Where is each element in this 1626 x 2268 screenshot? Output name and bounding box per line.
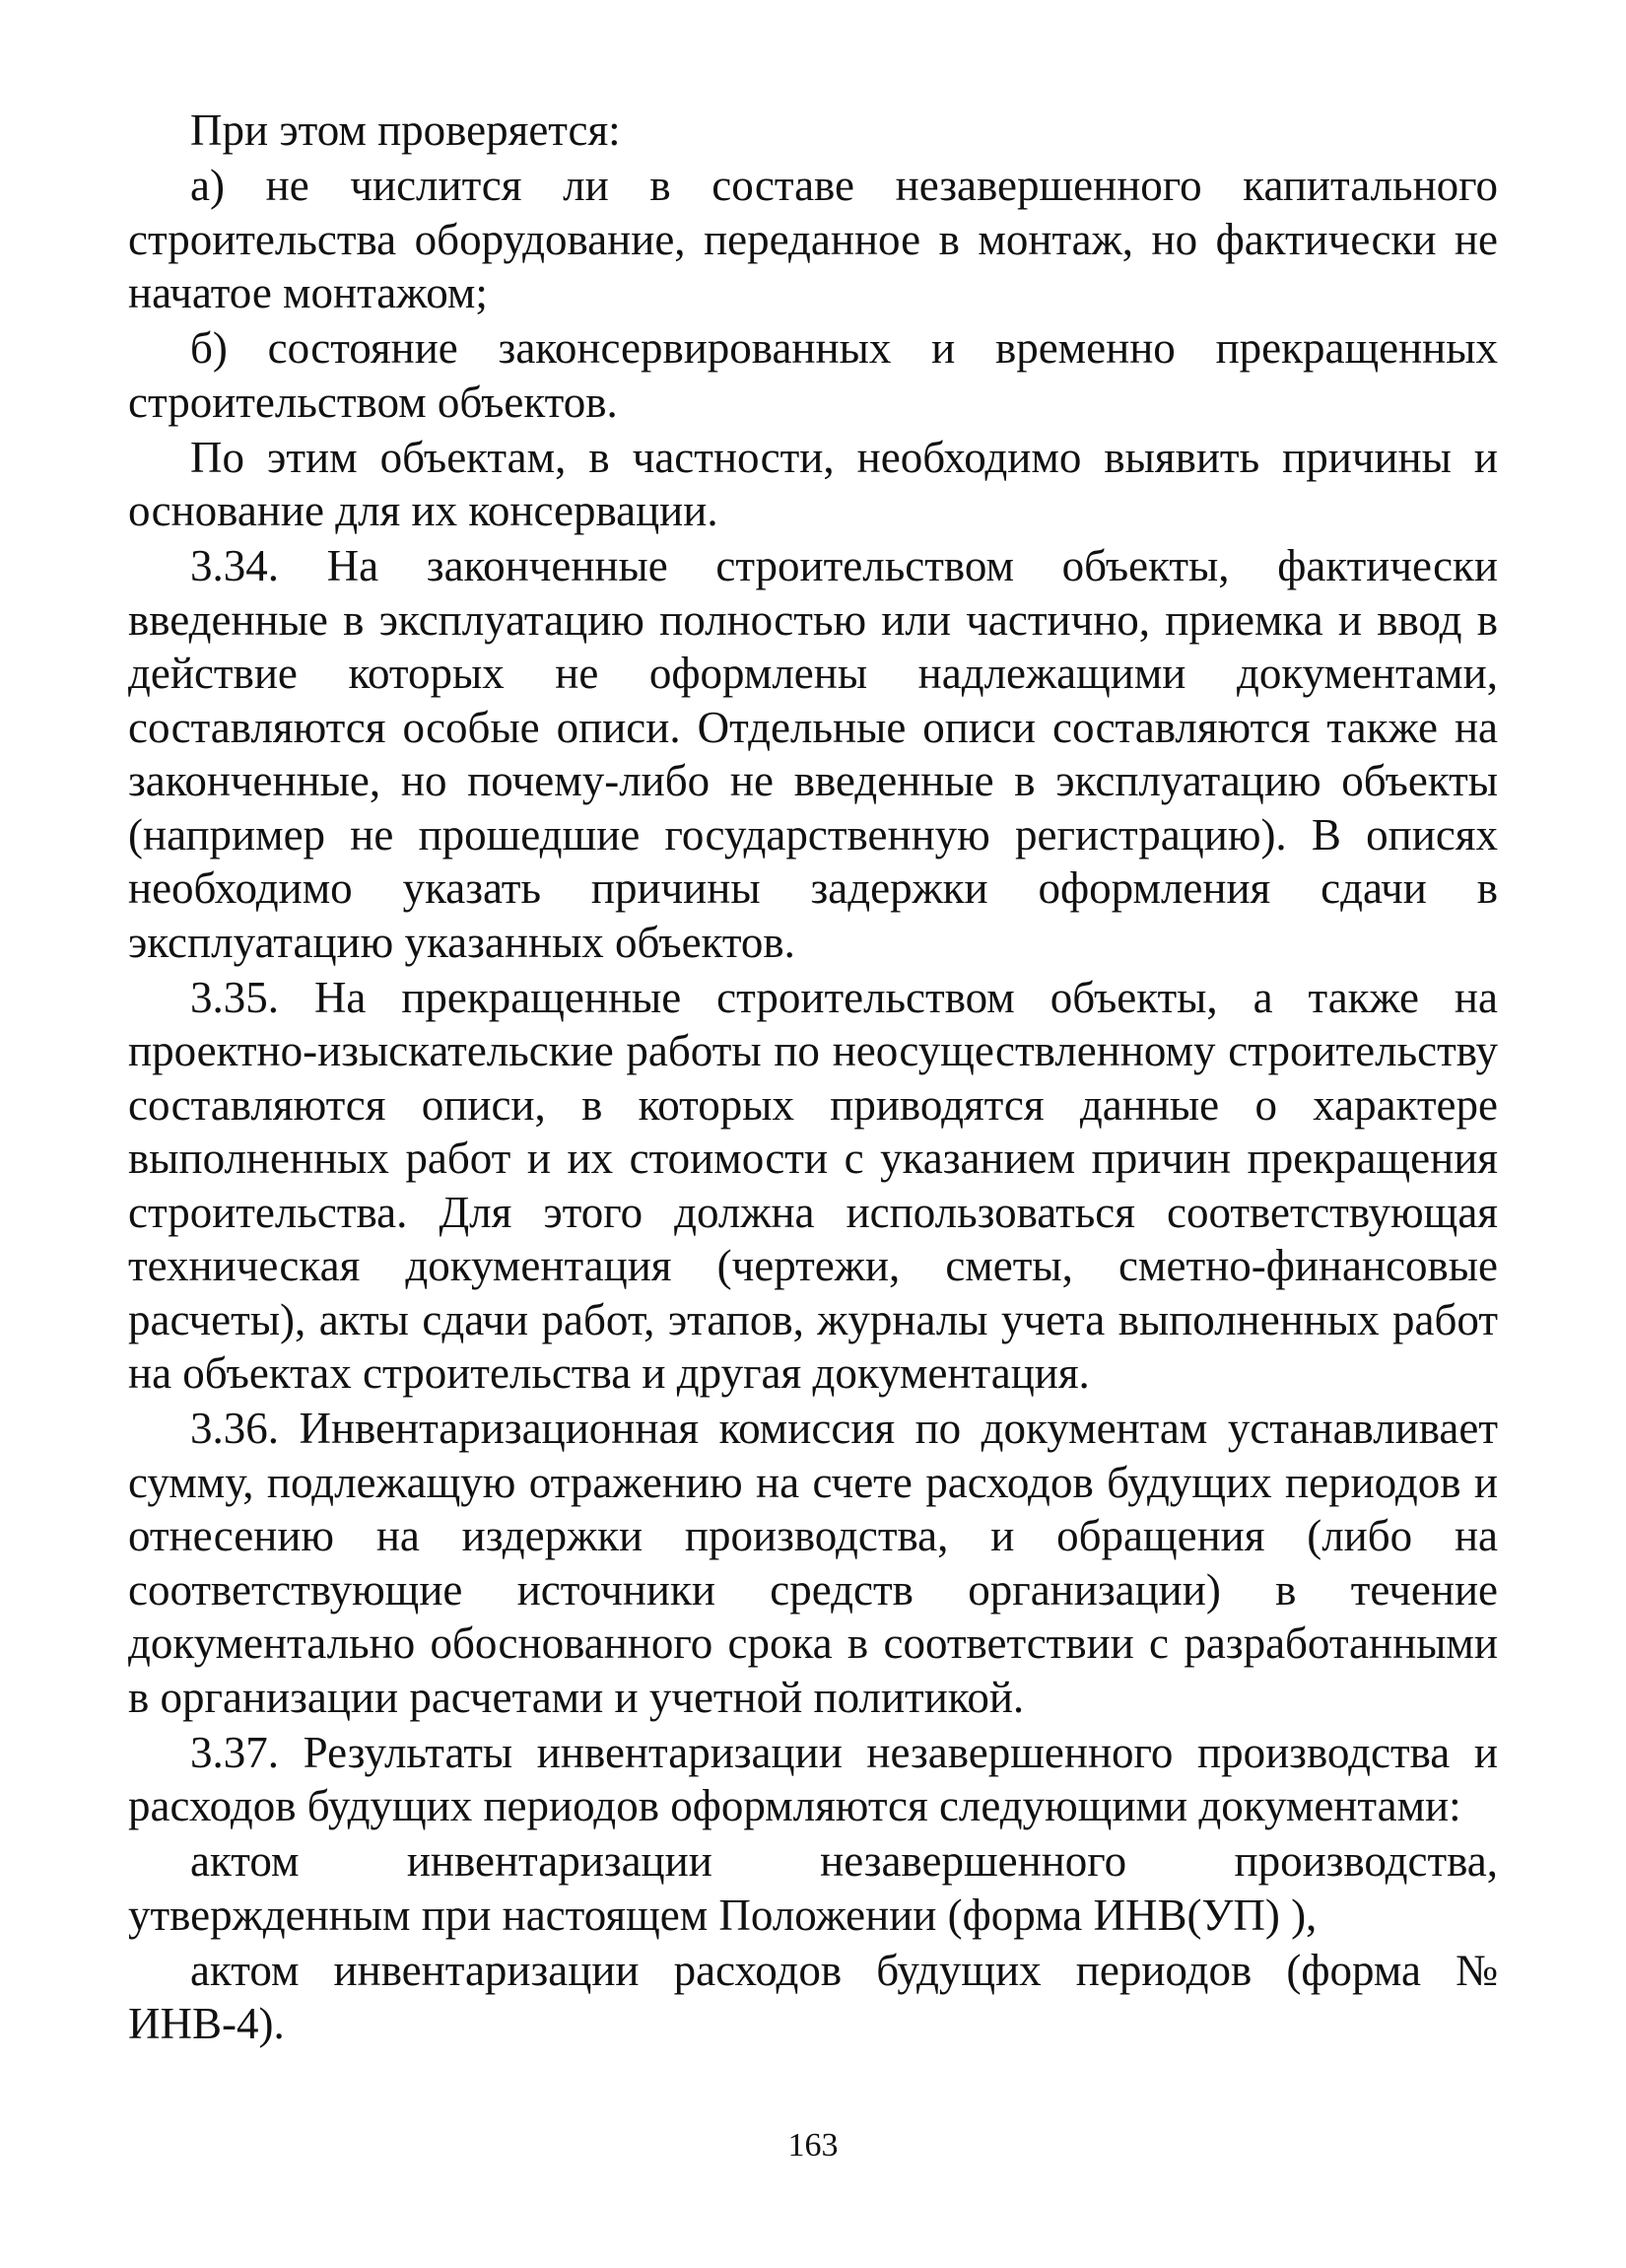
paragraph-act-unfinished: актом инвентаризации незавершенного производства, утвержденным при настоящем Положении (форма ИНВ(УП) ), <box>128 1836 1498 1940</box>
paragraph-item-b: б) состояние законсервированных и временно прекращенных строительством объектов. <box>128 323 1498 427</box>
paragraph-intro: При этом проверяется: <box>190 105 621 155</box>
page-number: 163 <box>787 2127 839 2164</box>
paragraph-act-future-expenses: актом инвентаризации расходов будущих периодов (форма № ИНВ-4). <box>128 1945 1498 2048</box>
paragraph-3-34: 3.34. На законченные строительством объекты, фактически введенные в эксплуатацию полностью или частично, приемка и ввод в действие которых не оформлены надлежащими документами, составляются особые описи. Отдельные описи составляются также на законченные, но почему-либо не введенные в эксплуатацию объекты (например не прошедшие государственную регистрацию). В описях необходимо указать причины задержки оформления сдачи в эксплуатацию указанных объектов. <box>128 541 1498 967</box>
paragraph-3-37: 3.37. Результаты инвентаризации незавершенного производства и расходов будущих периодов оформляются следующими документами: <box>128 1727 1498 1830</box>
document-page <box>128 103 1498 2052</box>
paragraph-conservation: По этим объектам, в частности, необходимо выявить причины и основание для их консервации. <box>128 432 1498 535</box>
paragraph-3-36: 3.36. Инвентаризационная комиссия по документам устанавливает сумму, подлежащую отражению на счете расходов будущих периодов и отнесению на издержки производства, и обращения (либо на соответствующие источники средств организации) в течение документально обоснованного срока в соответствии с разработанными в организации расчетами и учетной политикой. <box>128 1404 1498 1722</box>
paragraph-3-35: 3.35. На прекращенные строительством объекты, а также на проектно-изыскательские работы по неосуществленному строительству составляются описи, в которых приводятся данные о характере выполненных работ и их стоимости с указанием причин прекращения строительства. Для этого должна использоваться соответствующая техническая документация (чертежи, сметы, сметно-финансовые расчеты), акты сдачи работ, этапов, журналы учета выполненных работ на объектах строительства и другая документация. <box>128 972 1498 1398</box>
paragraph-item-a: а) не числится ли в составе незавершенного капитального строительства оборудование, переданное в монтаж, но фактически не начатое монтажом; <box>128 161 1498 317</box>
